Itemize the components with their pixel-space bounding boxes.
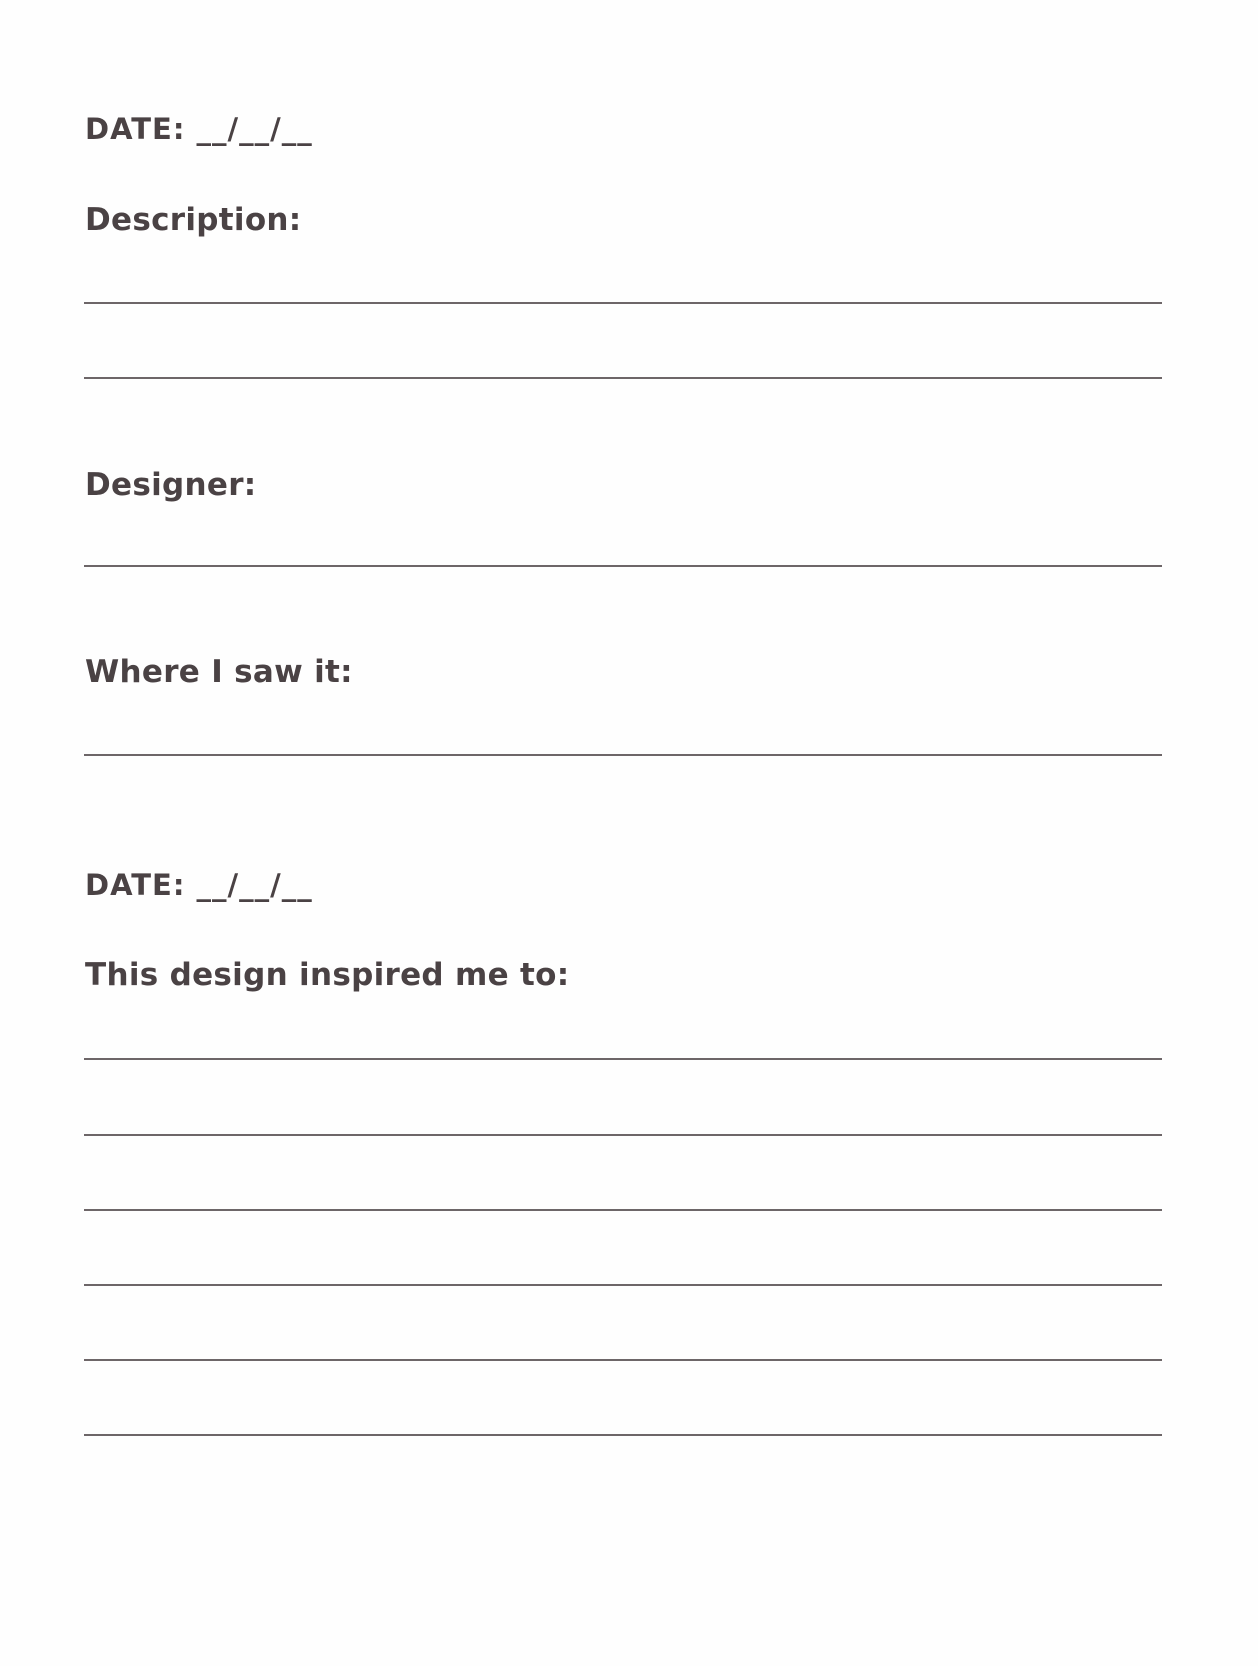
- description-line-1[interactable]: [84, 302, 1162, 304]
- where-saw-it-label: Where I saw it:: [85, 654, 353, 690]
- inspired-label: This design inspired me to:: [85, 957, 570, 993]
- description-line-2[interactable]: [84, 377, 1162, 379]
- inspired-line-5[interactable]: [84, 1359, 1162, 1361]
- inspired-line-2[interactable]: [84, 1134, 1162, 1136]
- inspired-line-1[interactable]: [84, 1058, 1162, 1060]
- inspired-line-6[interactable]: [84, 1434, 1162, 1436]
- date-label-second: DATE: __/__/__: [85, 868, 313, 902]
- designer-line[interactable]: [84, 565, 1162, 567]
- date-label-first: DATE: __/__/__: [85, 112, 313, 146]
- inspired-line-3[interactable]: [84, 1209, 1162, 1211]
- inspired-line-4[interactable]: [84, 1284, 1162, 1286]
- description-label: Description:: [85, 202, 302, 238]
- designer-label: Designer:: [85, 467, 257, 503]
- where-saw-it-line[interactable]: [84, 754, 1162, 756]
